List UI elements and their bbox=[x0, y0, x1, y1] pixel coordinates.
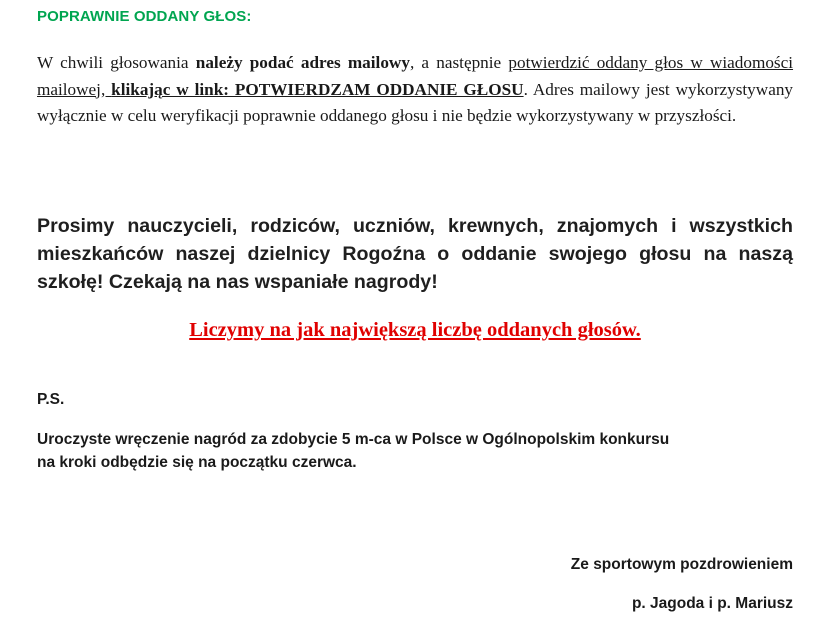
intro-confirm-link-instruction: klikając w link: POTWIERDZAM ODDANIE GŁOSU bbox=[111, 79, 524, 99]
ps-line-2: na kroki odbędzie się na początku czerwca. bbox=[37, 454, 357, 471]
intro-text-7: . Adres mailowy jest wykorzystywany wyłącznie w celu weryfikacji poprawnie oddanego głosu i nie będzie wykorzystywany w przyszłości. bbox=[37, 79, 794, 125]
intro-text-3: , a następnie bbox=[409, 53, 509, 72]
ps-label: P.S. bbox=[37, 391, 65, 408]
appeal-paragraph: Prosimy nauczycieli, rodziców, uczniów, krewnych, znajomych i wszystkich mieszkańców naszej dzielnicy Rogoźna o oddanie swojego głosu na naszą szkołę! Czekają na nas wspaniałe nagrody! bbox=[37, 215, 793, 293]
signature: p. Jagoda i p. Mariusz bbox=[631, 595, 793, 612]
intro-email-requirement: należy podać adres mailowy bbox=[195, 53, 410, 72]
closing-greeting: Ze sportowym pozdrowieniem bbox=[570, 556, 793, 573]
callout-text: Liczymy na jak największą liczbę oddanych głosów. bbox=[189, 319, 641, 341]
intro-confirm-vote: potwierdzić oddany głos w wiadomości mailowej bbox=[37, 53, 794, 99]
section-heading: POPRAWNIE ODDANY GŁOS: bbox=[37, 8, 252, 25]
ps-line-1: Uroczyste wręczenie nagród za zdobycie 5 m-ca w Polsce w Ogólnopolskim konkursu bbox=[37, 431, 670, 448]
intro-comma: , bbox=[100, 79, 112, 99]
intro-text-1: W chwili głosowania bbox=[37, 53, 196, 72]
intro-paragraph bbox=[37, 50, 793, 130]
ps-paragraph bbox=[37, 428, 797, 474]
